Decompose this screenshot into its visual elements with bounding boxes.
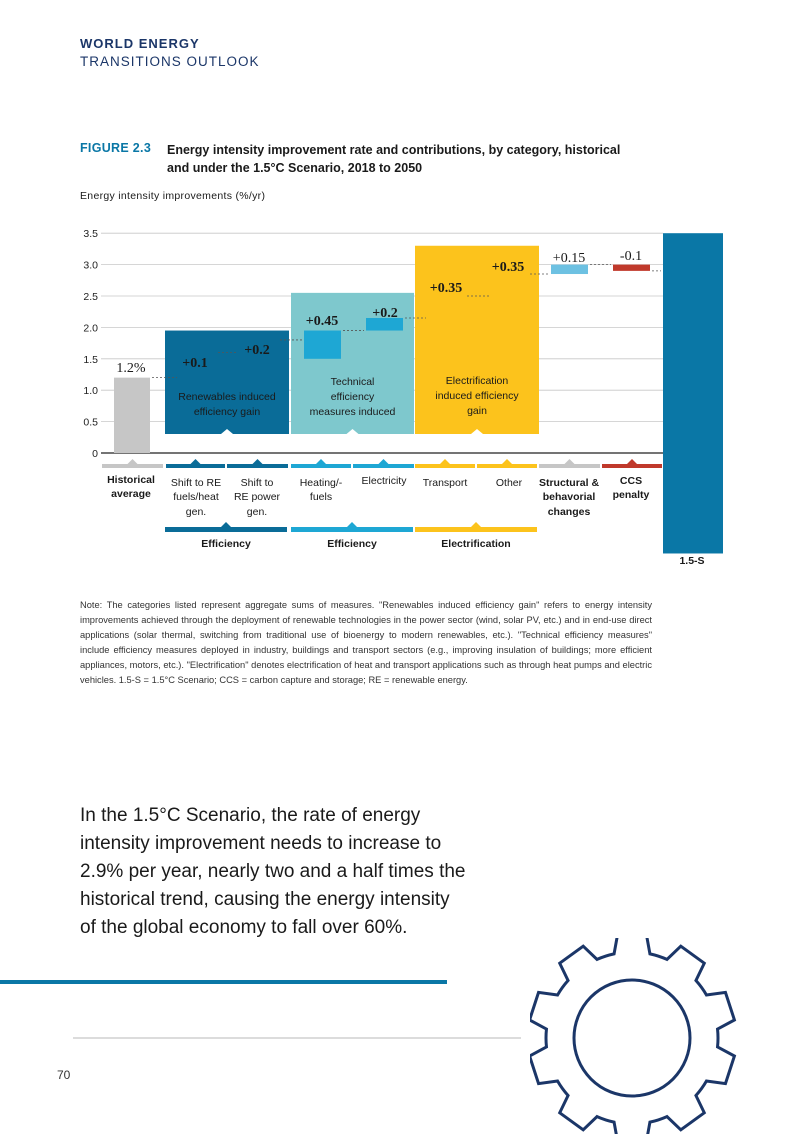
data-label-other: +0.35: [491, 260, 525, 275]
gear-hole: [574, 980, 690, 1096]
pull-quote: In the 1.5°C Scenario, the rate of energy intensity improvement needs to increase to 2.9% per year, nearly two and a half times the historical trend, causing the energy intensity of the global economy to fall over 60%.: [80, 805, 466, 938]
bar-structural: [551, 265, 588, 274]
category-marker-shift-re-power: [227, 464, 288, 468]
y-tick-label: 2.0: [83, 322, 98, 335]
y-tick-label: 3.5: [83, 228, 98, 241]
category-marker-heating-fuels: [291, 464, 351, 468]
group-bracket-electrification: [415, 527, 537, 532]
group-bracket-notch: [221, 522, 231, 527]
group-box-label: Electrification induced efficiency gain: [435, 375, 519, 417]
y-tick-label: 0: [92, 448, 98, 460]
category-label-historical: Historical average: [107, 474, 155, 500]
data-label-transport: +0.35: [429, 281, 463, 296]
bar-ccs: [613, 265, 650, 271]
data-label-shift-re-power: +0.2: [244, 343, 270, 358]
data-label-structural: +0.15: [552, 251, 586, 266]
category-label-transport: Transport: [422, 477, 468, 489]
y-tick-label: 1.5: [83, 353, 98, 366]
category-label-structural: Structural & behavorial changes: [538, 477, 600, 518]
category-label-heating-fuels: Heating/-fuels: [299, 477, 343, 503]
category-marker-notch: [253, 459, 263, 464]
group-box-label: Technical efficiency measures induced: [309, 376, 396, 418]
category-marker-structural: [539, 464, 600, 468]
data-label-historical: 1.2%: [116, 361, 146, 376]
figure-title: Energy intensity improvement rate and contributions, by category, historical and under the 1.5°C Scenario, 2018 to 2050: [167, 143, 621, 175]
bar-historical: [114, 378, 150, 453]
group-box-label: Renewables induced efficiency gain: [178, 391, 276, 418]
data-label-electricity: +0.2: [372, 306, 398, 321]
group-label-electrification: Electrification: [441, 538, 511, 550]
bar-transport: [428, 296, 465, 318]
category-label-ccs: CCS penalty: [612, 475, 650, 501]
gear-icon: [530, 938, 740, 1134]
category-label-other: Other: [495, 477, 523, 489]
category-marker-notch: [128, 459, 138, 464]
page-number: 70: [57, 1068, 71, 1082]
category-marker-electricity: [353, 464, 414, 468]
data-label-ccs: -0.1: [619, 249, 643, 264]
y-tick-label: 3.0: [83, 259, 98, 272]
gear-outline: [530, 938, 734, 1134]
category-marker-notch: [502, 459, 512, 464]
category-label-shift-re-power: Shift to RE power gen.: [233, 477, 281, 518]
category-marker-transport: [415, 464, 475, 468]
y-tick-label: 1.0: [83, 385, 98, 398]
category-marker-ccs: [602, 464, 662, 468]
category-marker-notch: [191, 459, 201, 464]
category-marker-notch: [627, 459, 637, 464]
category-marker-notch: [440, 459, 450, 464]
bar-other: [491, 274, 528, 296]
group-label-efficiency-1: Efficiency: [201, 538, 251, 550]
y-tick-label: 2.5: [83, 291, 98, 303]
y-tick-label: 0.5: [83, 416, 98, 429]
header-title: WORLD ENERGY: [80, 36, 200, 51]
category-marker-shift-re-fuels: [166, 464, 225, 468]
data-label-heating-fuels: +0.45: [305, 314, 339, 329]
group-label-efficiency-2: Efficiency: [327, 538, 377, 550]
figure-note: Note: The categories listed represent aggregate sums of measures. "Renewables induced efficiency gain" refers to energy intensity improvements achieved through the deployment of renewable technologies in the power sector (wind, solar PV, etc.) and in end-use direct applications (solar thermal, switching from traditional use of bioenergy to modern renewables, etc.). "Technical efficiency measures" include efficiency measures deployed in industry, buildings and transport sectors (e.g., improving insulation of buildings; more efficient appliances, motors, etc.). "Electrification" denotes electrification of heat and transport applications such as through heat pumps and electric vehicles. 1.5-S = 1.5°C Scenario; CCS = carbon capture and storage; RE = renewable energy.: [80, 600, 652, 685]
category-label-electricity: Electricity: [361, 475, 407, 487]
category-marker-other: [477, 464, 537, 468]
category-label-shift-re-fuels: Shift to RE fuels/heat gen.: [170, 477, 222, 518]
group-bracket-notch: [471, 522, 481, 527]
category-label-total: 1.5-S: [679, 555, 705, 567]
group-bracket-notch: [347, 522, 357, 527]
figure-number: FIGURE 2.3: [80, 141, 152, 155]
footer-divider: [73, 1037, 521, 1039]
group-bracket-efficiency-2: [291, 527, 413, 532]
header-subtitle: TRANSITIONS OUTLOOK: [80, 54, 260, 69]
group-bracket-efficiency-1: [165, 527, 287, 532]
category-marker-notch: [316, 459, 326, 464]
category-marker-historical: [102, 464, 163, 468]
data-label-shift-re-fuels: +0.1: [182, 356, 208, 371]
y-axis-label: Energy intensity improvements (%/yr): [80, 190, 266, 202]
bar-heating-fuels: [304, 331, 341, 359]
bar-total: [663, 233, 723, 553]
category-marker-notch: [565, 459, 575, 464]
category-marker-notch: [379, 459, 389, 464]
quote-divider: [0, 980, 447, 984]
